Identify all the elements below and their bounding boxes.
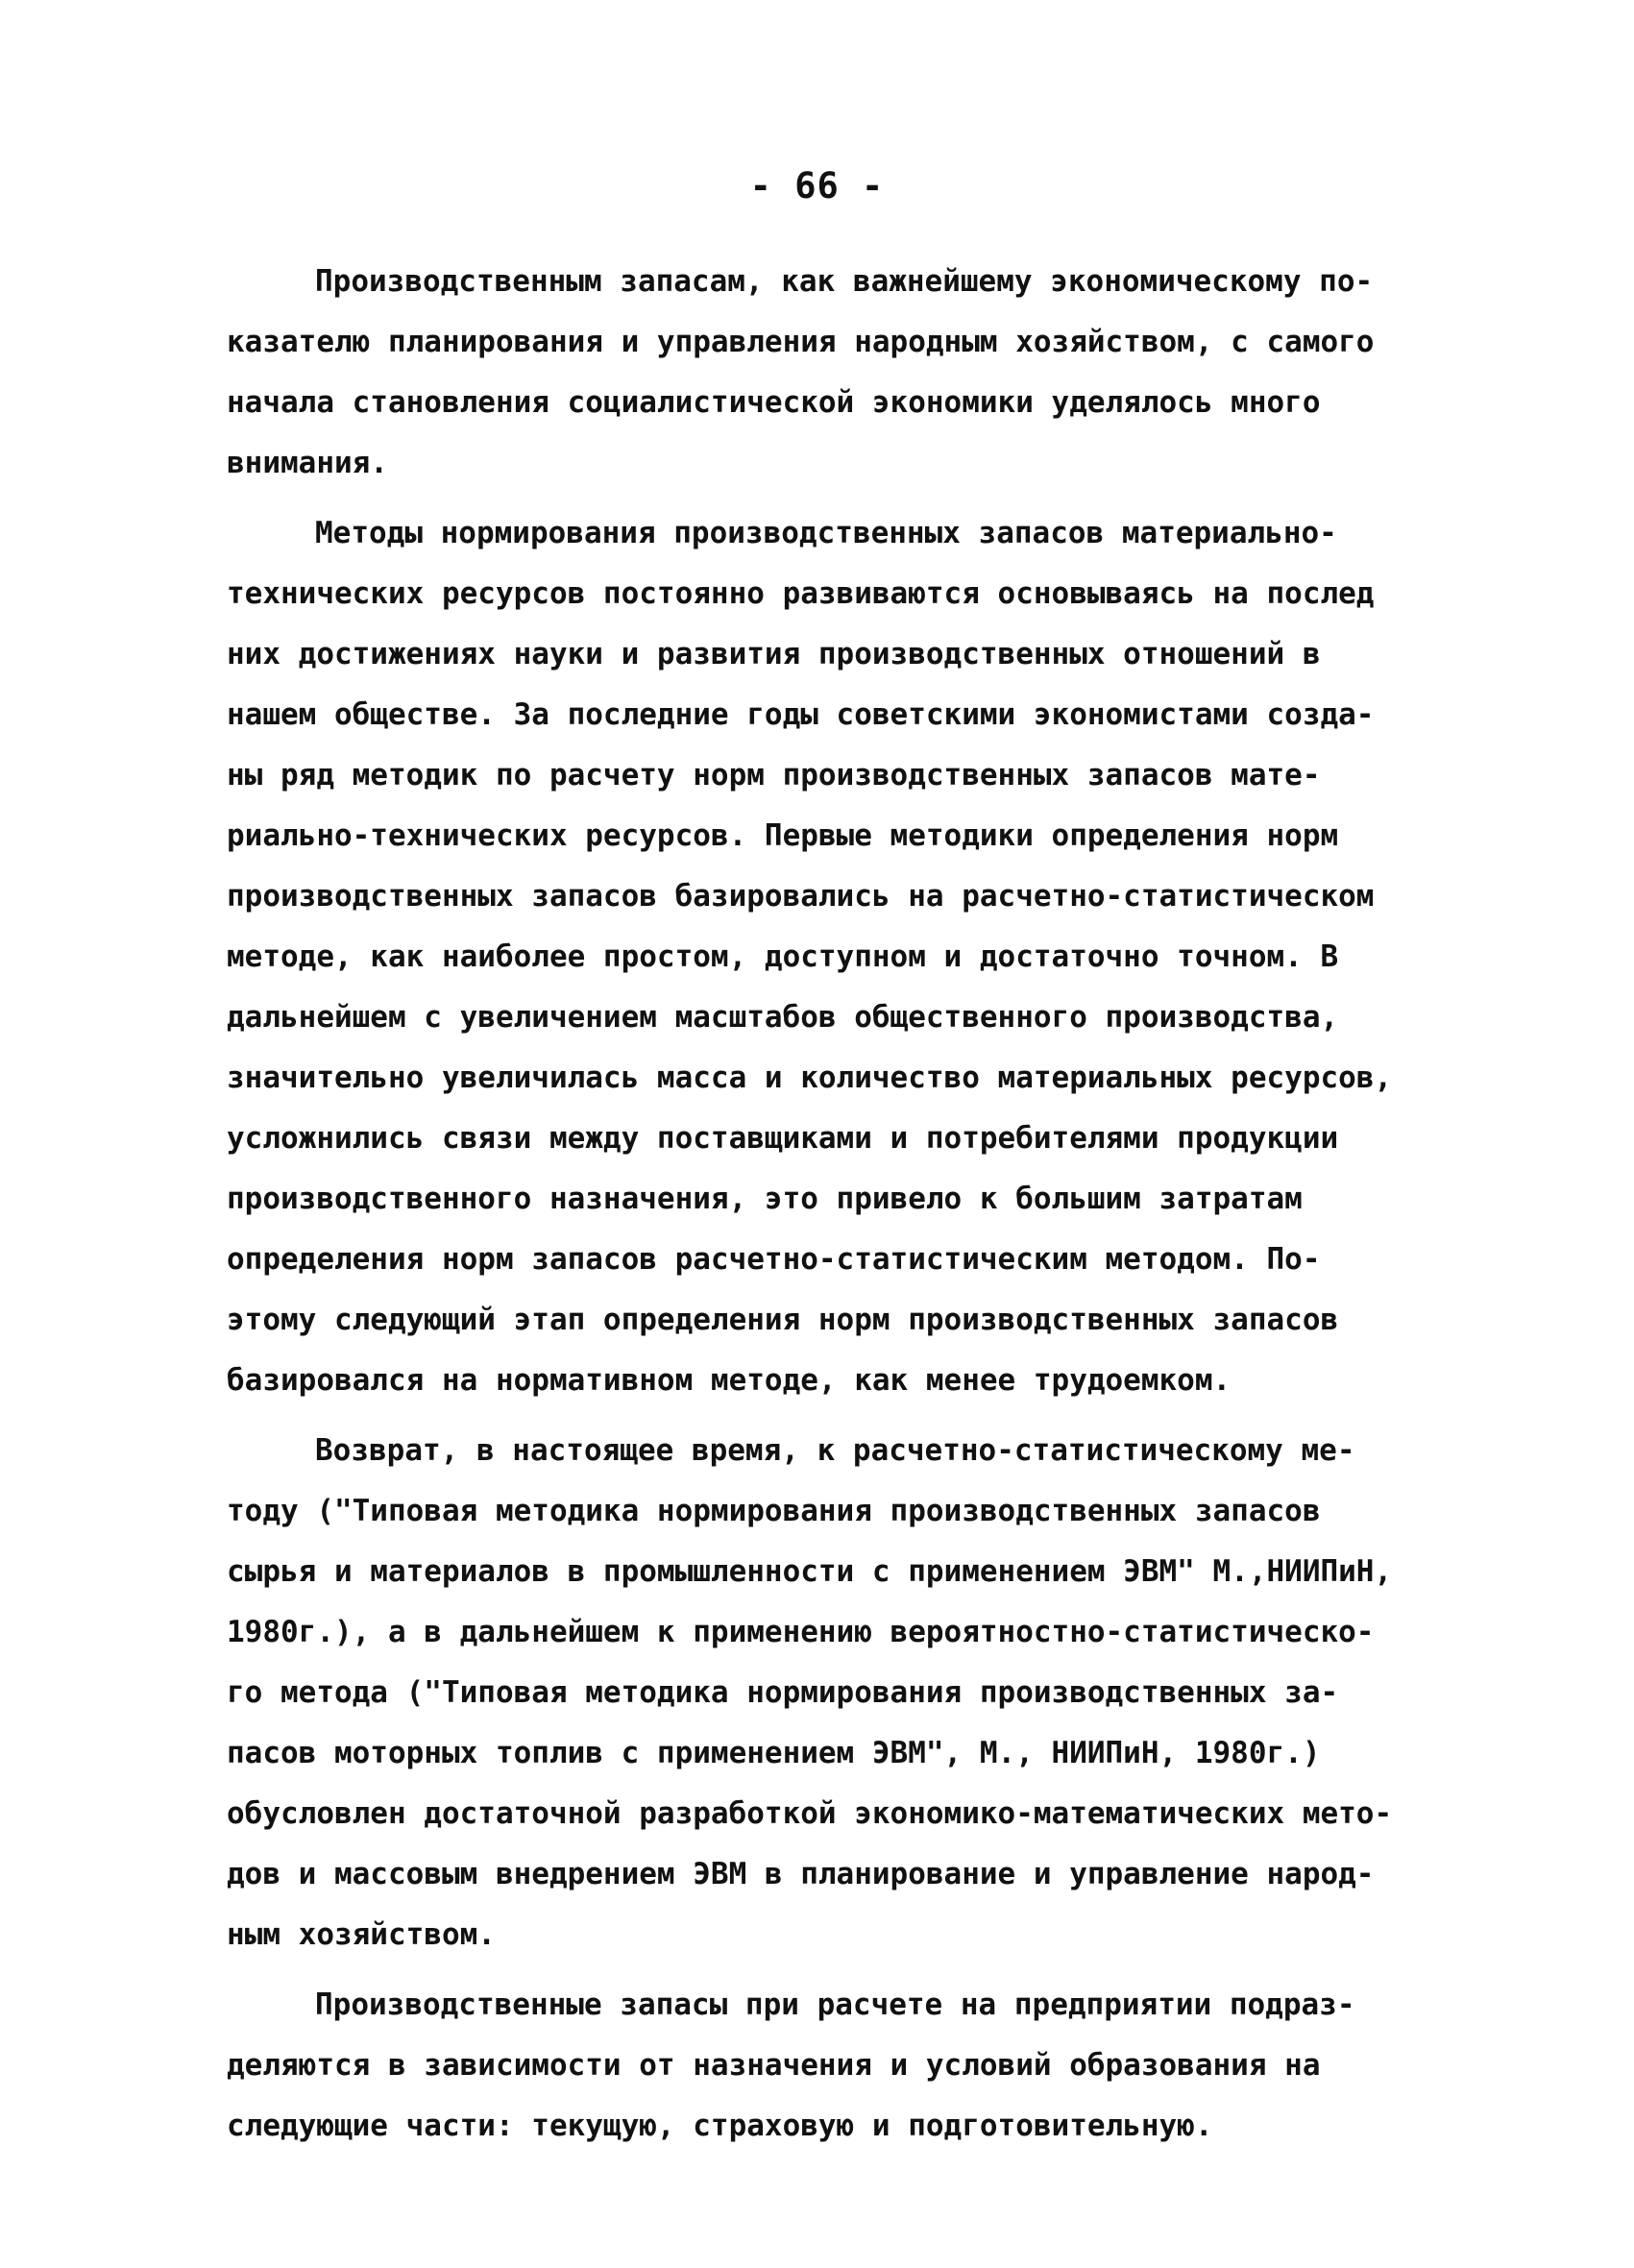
paragraph [227, 1421, 1418, 1965]
text-line: ным хозяйством. [227, 1917, 496, 1952]
text-line: нашем обществе. За последние годы советскими экономистами созда- [227, 697, 1375, 732]
paragraph [227, 1975, 1418, 2157]
text-line: внимания. [227, 446, 388, 480]
text-line: сырья и материалов в промышленности с применением ЭВМ" М.,НИИПиН, [227, 1554, 1393, 1589]
text-line: Методы нормирования производственных запасов материально- [315, 516, 1337, 550]
text-line: обусловлен достаточной разработкой экономико-математических мето- [227, 1796, 1393, 1831]
text-line: 1980г.), а в дальнейшем к применению вероятностно-статистическо- [227, 1615, 1375, 1649]
text-line: пасов моторных топлив с применением ЭВМ", М., НИИПиН, 1980г.) [227, 1736, 1321, 1770]
text-line: го метода ("Типовая методика нормирования производственных за- [227, 1675, 1339, 1710]
text-line: Возврат, в настоящее время, к расчетно-статистическому ме- [315, 1433, 1355, 1468]
text-line: них достижениях науки и развития производственных отношений в [227, 637, 1321, 671]
text-line: дальнейшем с увеличением масштабов общественного производства, [227, 1000, 1339, 1035]
text-line: технических ресурсов постоянно развиваются основываясь на послед [227, 576, 1375, 611]
text-line: производственного назначения, это привело к большим затратам [227, 1182, 1303, 1216]
text-line: методе, как наиболее простом, доступном и достаточно точном. В [227, 939, 1339, 974]
text-line: деляются в зависимости от назначения и условий образования на [227, 2048, 1321, 2083]
text-line: дов и массовым внедрением ЭВМ в планирование и управление народ- [227, 1857, 1375, 1891]
paragraph [227, 503, 1418, 1411]
text-line: следующие части: текущую, страховую и подготовительную. [227, 2109, 1213, 2143]
text-line: тоду ("Типовая методика нормирования производственных запасов [227, 1494, 1321, 1528]
text-line: этому следующий этап определения норм производственных запасов [227, 1303, 1339, 1337]
text-line: значительно увеличилась масса и количество материальных ресурсов, [227, 1061, 1393, 1095]
text-line: усложнились связи между поставщиками и потребителями продукции [227, 1121, 1339, 1156]
text-line: начала становления социалистической экономики уделялось много [227, 385, 1321, 420]
text-line: Производственным запасам, как важнейшему экономическому по- [315, 264, 1374, 299]
text-line: казателю планирования и управления народным хозяйством, с самого [227, 325, 1375, 359]
text-line: ны ряд методик по расчету норм производственных запасов мате- [227, 758, 1321, 793]
document-body [227, 252, 1418, 2157]
text-line: Производственные запасы при расчете на предприятии подраз- [315, 1988, 1355, 2022]
text-line: риально-технических ресурсов. Первые методики определения норм [227, 818, 1339, 853]
paragraph [227, 252, 1418, 494]
text-line: производственных запасов базировались на расчетно-статистическом [227, 879, 1375, 914]
page-number: - 66 - [749, 165, 885, 207]
text-line: определения норм запасов расчетно-статистическим методом. По- [227, 1242, 1321, 1277]
text-line: базировался на нормативном методе, как менее трудоемком. [227, 1363, 1232, 1398]
